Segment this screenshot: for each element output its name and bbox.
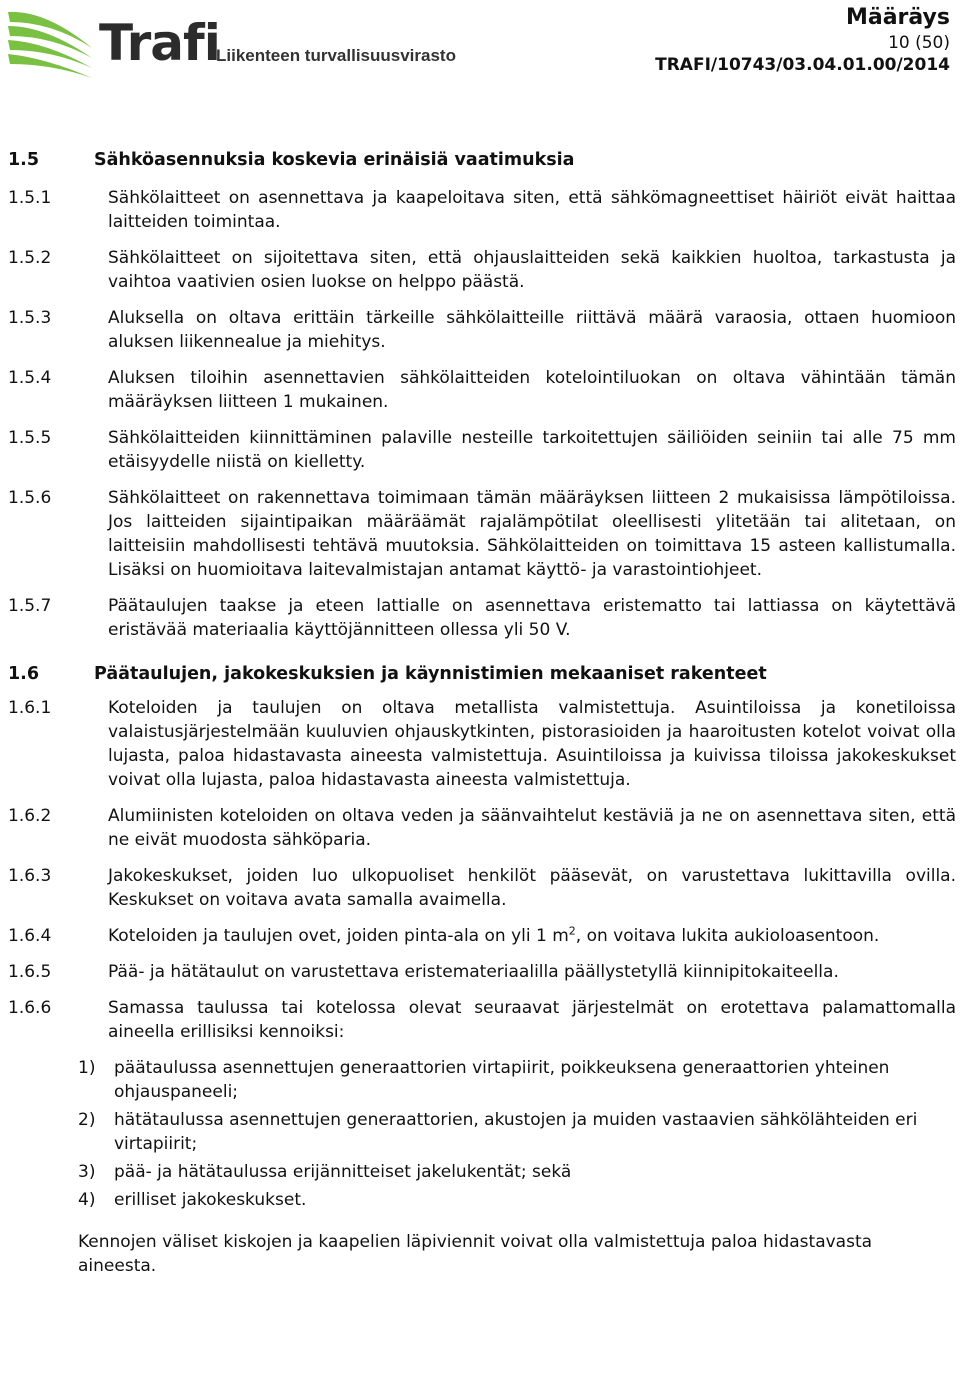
paragraph-text: Päätaulujen taakse ja eteen lattialle on asennettava eristematto tai lattiassa on käytettävä eristävää materiaalia käyttöjännitteen ollessa yli 50 V.	[108, 596, 956, 640]
paragraph-number: 1.5.4	[8, 368, 52, 388]
list-marker: 1)	[78, 1058, 96, 1078]
paragraph-text: Sähkölaitteet on asennettava ja kaapeloitava siten, että sähkömagneettiset häiriöt eivät haittaa laitteiden toimintaa.	[108, 188, 956, 232]
list-item	[78, 1108, 960, 1156]
paragraph-text: Samassa taulussa tai kotelossa olevat seuraavat järjestelmät on erotettava palamattomalla aineella erillisiksi kennoiksi:	[108, 998, 956, 1042]
list-item	[78, 1160, 960, 1184]
paragraph-text: Sähkölaitteet on sijoitettava siten, että ohjauslaitteiden sekä kaikkien huoltoa, tarkastusta ja vaihtoa vaativien osien luokse on helppo päästä.	[108, 248, 956, 292]
paragraph-item	[0, 426, 960, 474]
list-item	[78, 1056, 960, 1104]
paragraph-number: 1.6.5	[8, 962, 52, 982]
page-header	[0, 0, 960, 90]
section-number: 1.5	[8, 150, 40, 170]
paragraph-text-part: Koteloiden ja taulujen ovet, joiden pinta-ala on yli 1 m	[108, 926, 569, 946]
paragraph-item	[0, 996, 960, 1044]
document-body	[0, 148, 960, 1278]
paragraph-number: 1.6.4	[8, 926, 52, 946]
section-title: Päätaulujen, jakokeskuksien ja käynnistimien mekaaniset rakenteet	[94, 664, 767, 684]
document-type: Määräys	[845, 5, 950, 30]
paragraph-item	[0, 186, 960, 234]
trafi-logo	[6, 4, 456, 82]
section-number: 1.6	[8, 664, 40, 684]
paragraph-text	[108, 924, 956, 948]
paragraph-item	[0, 960, 960, 984]
paragraph-number: 1.6.3	[8, 866, 52, 886]
page-number: 10 (50)	[888, 33, 950, 53]
paragraph-number: 1.5.5	[8, 428, 52, 448]
paragraph-text: Sähkölaitteet on rakennettava toimimaan tämän määräyksen liitteen 2 mukaisissa lämpötiloissa. Jos laitteiden sijaintipaikan määräämät rajalämpötilat oleellisesti ylitetään tai alitetaan, on laitteisiin mahdollisesti tehtävä muutoksia. Sähkölaitteiden on toimittava 15 asteen kallistumalla. Lisäksi on huomioitava laitevalmistajan antamat käyttö- ja varastointiohjeet.	[108, 488, 956, 580]
logo-subtitle: Liikenteen turvallisuusvirasto	[216, 46, 456, 65]
paragraph-text: Aluksen tiloihin asennettavien sähkölaitteiden kotelointiluokan on oltava vähintään tämän määräyksen liitteen 1 mukainen.	[108, 368, 956, 412]
paragraph-text: Aluksella on oltava erittäin tärkeille sähkölaitteille riittävä määrä varaosia, ottaen huomioon aluksen liikennealue ja miehitys.	[108, 308, 956, 352]
section-title: Sähköasennuksia koskevia erinäisiä vaatimuksia	[94, 150, 575, 170]
section-heading	[0, 148, 960, 172]
paragraph-item	[0, 486, 960, 582]
paragraph-number: 1.6.2	[8, 806, 52, 826]
closing-paragraph: Kennojen väliset kiskojen ja kaapelien läpiviennit voivat olla valmistettuja paloa hidastavasta aineesta.	[78, 1232, 873, 1276]
document-meta	[655, 4, 950, 76]
list-text: erilliset jakokeskukset.	[114, 1190, 307, 1210]
paragraph-text: Alumiinisten koteloiden on oltava veden ja säänvaihtelut kestäviä ja ne on asennettava siten, että ne eivät muodosta sähköparia.	[108, 806, 956, 850]
list-text: pää- ja hätätaulussa erijännitteiset jakelukentät; sekä	[114, 1162, 572, 1182]
paragraph-number: 1.5.1	[8, 188, 52, 208]
list-item	[78, 1188, 960, 1212]
paragraph-item	[0, 246, 960, 294]
paragraph-item	[0, 366, 960, 414]
paragraph-text: Pää- ja hätätaulut on varustettava eristemateriaalilla päällystetyllä kiinnipitokaiteella.	[108, 962, 839, 982]
list-text: päätaulussa asennettujen generaattorien virtapiirit, poikkeuksena generaattorien yhteinen ohjauspaneeli;	[114, 1058, 890, 1102]
list-marker: 3)	[78, 1162, 96, 1182]
numbered-list	[78, 1056, 960, 1212]
paragraph-number: 1.5.2	[8, 248, 52, 268]
paragraph-text-part: , on voitava lukita aukioloasentoon.	[575, 926, 880, 946]
paragraph-number: 1.6.1	[8, 698, 52, 718]
paragraph-text: Sähkölaitteiden kiinnittäminen palaville nesteille tarkoitettujen säiliöiden seiniin tai alle 75 mm etäisyydelle niistä on kielletty.	[108, 428, 956, 472]
superscript: 2	[568, 924, 576, 938]
list-marker: 4)	[78, 1190, 96, 1210]
paragraph-item	[0, 804, 960, 852]
list-text: hätätaulussa asennettujen generaattorien, akustojen ja muiden vastaavien sähkölähteiden eri virtapiirit;	[114, 1110, 918, 1154]
paragraph-number: 1.5.7	[8, 596, 52, 616]
paragraph-number: 1.5.3	[8, 308, 52, 328]
paragraph-item	[0, 594, 960, 642]
section-heading	[0, 662, 960, 686]
document-reference: TRAFI/10743/03.04.01.00/2014	[655, 55, 950, 75]
paragraph-item	[0, 696, 960, 792]
logo-name: Trafi	[99, 14, 220, 72]
paragraph-item	[0, 924, 960, 948]
paragraph-item	[0, 864, 960, 912]
trafi-swoosh-icon	[6, 4, 98, 80]
paragraph-item	[0, 306, 960, 354]
paragraph-number: 1.6.6	[8, 998, 52, 1018]
paragraph-text: Koteloiden ja taulujen on oltava metallista valmistettuja. Asuintiloissa ja konetiloissa valaistusjärjestelmään kuuluvien ohjauskytkinten, pistorasioiden ja haaroitusten kotelot voivat olla lujasta, paloa hidastavasta aineesta valmistettuja. Asuintiloissa ja kuivissa tiloissa jakokeskukset voivat olla lujasta, paloa hidastavasta aineesta valmistettuja.	[108, 698, 956, 790]
list-marker: 2)	[78, 1110, 96, 1130]
paragraph-number: 1.5.6	[8, 488, 52, 508]
paragraph-text: Jakokeskukset, joiden luo ulkopuoliset henkilöt pääsevät, on varustettava lukittavilla ovilla. Keskukset on voitava avata samalla avaimella.	[108, 866, 956, 910]
